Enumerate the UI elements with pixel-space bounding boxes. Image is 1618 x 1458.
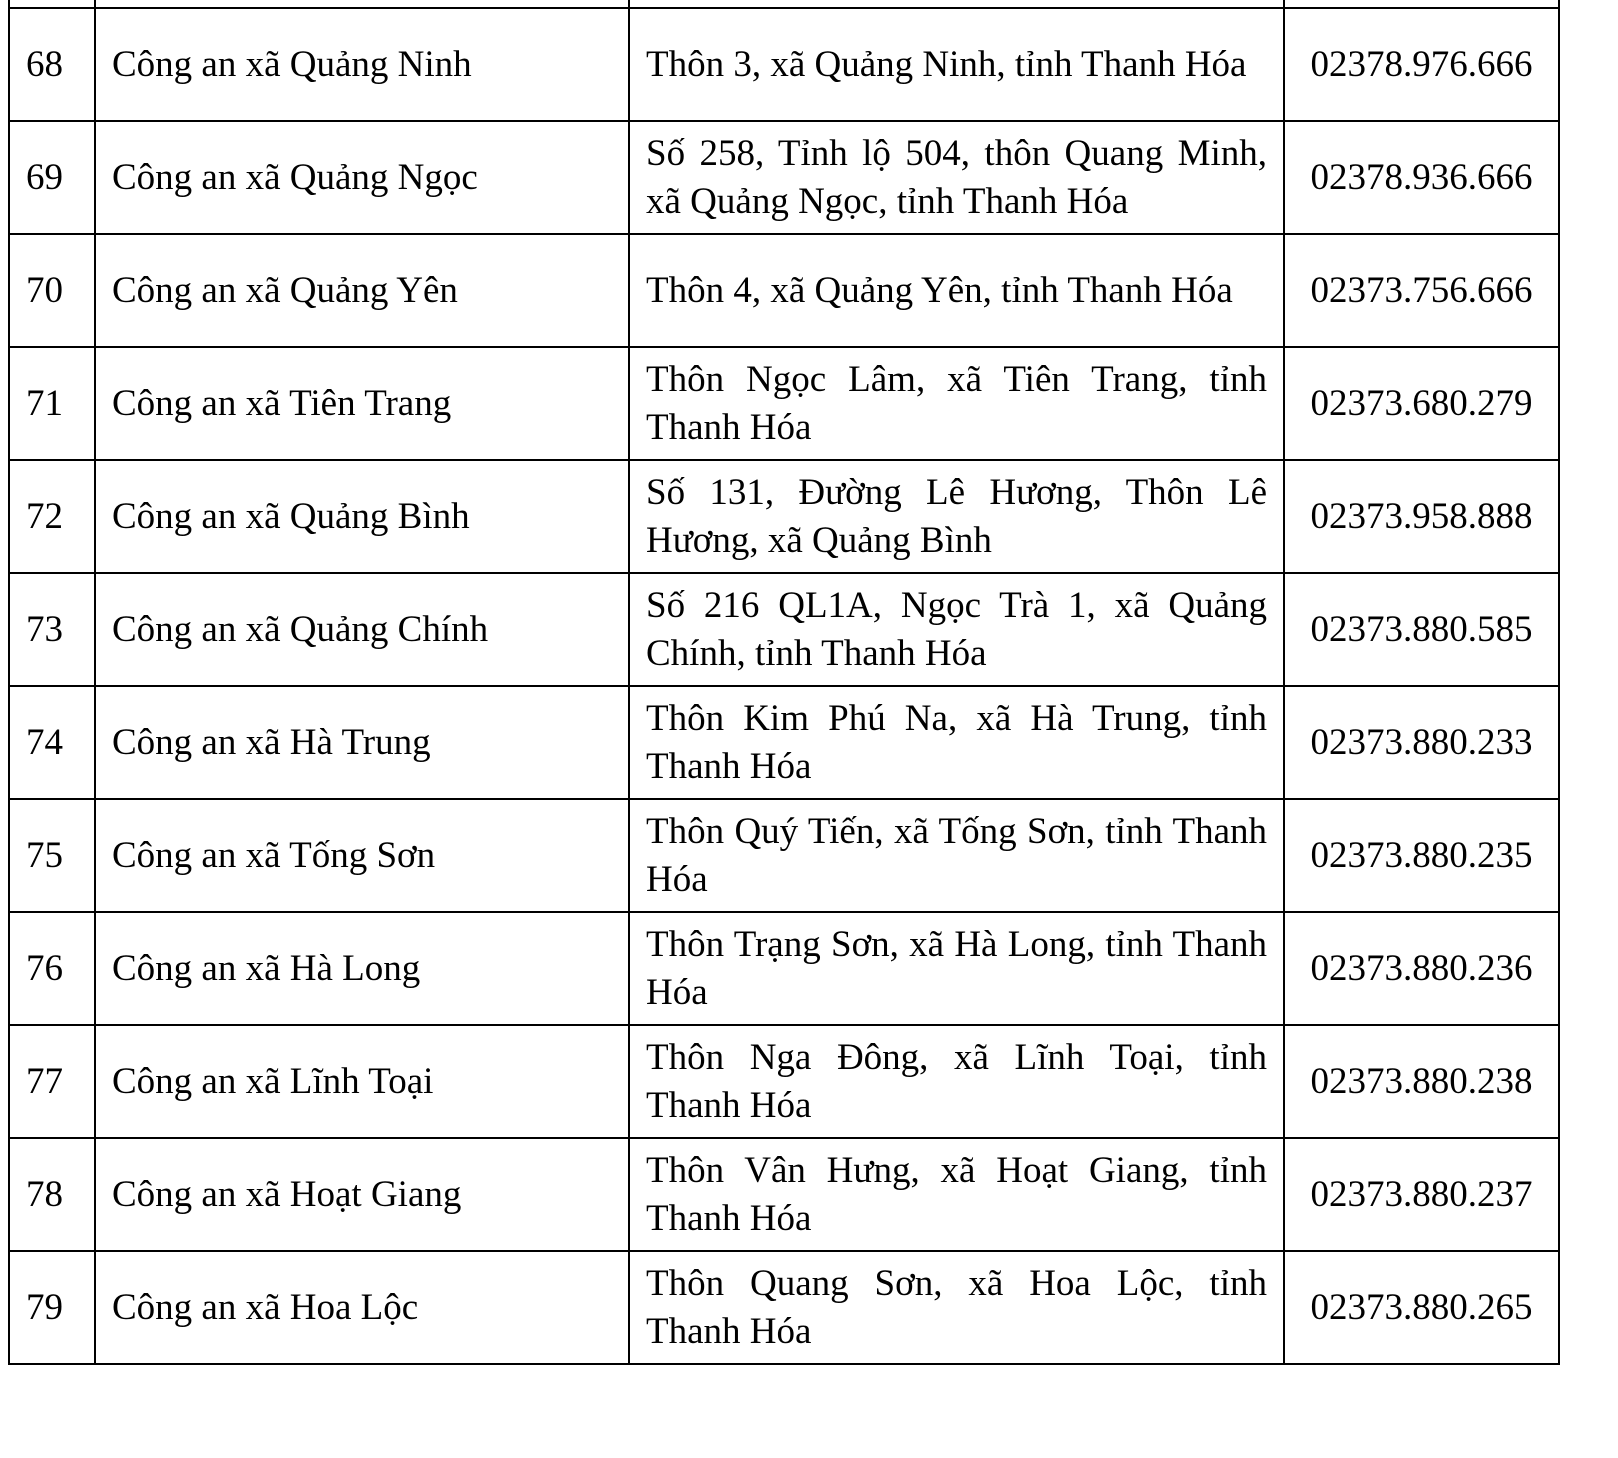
cell-phone: 02373.680.279 <box>1284 347 1559 460</box>
cell-stt: 79 <box>9 1251 95 1364</box>
cell-address: Thôn Nga Đông, xã Lĩnh Toại, tỉnh Thanh Hóa <box>629 1025 1284 1138</box>
table-row <box>9 8 1559 121</box>
cell-address <box>629 0 1284 8</box>
cell-stt: 77 <box>9 1025 95 1138</box>
cell-unit-name: Công an xã Quảng Yên <box>95 234 629 347</box>
cell-phone: 02373.756.666 <box>1284 234 1559 347</box>
cell-unit-name: Công an xã Hoạt Giang <box>95 1138 629 1251</box>
cell-stt: 75 <box>9 799 95 912</box>
cell-address: Thôn 3, xã Quảng Ninh, tỉnh Thanh Hóa <box>629 8 1284 121</box>
cell-phone: 02373.880.237 <box>1284 1138 1559 1251</box>
table-row <box>9 234 1559 347</box>
cell-address: Thôn Quý Tiến, xã Tống Sơn, tỉnh Thanh Hóa <box>629 799 1284 912</box>
cell-unit-name: Công an xã Hà Long <box>95 912 629 1025</box>
cell-address: Thôn Trạng Sơn, xã Hà Long, tỉnh Thanh Hóa <box>629 912 1284 1025</box>
cell-unit-name <box>95 0 629 8</box>
table-row <box>9 1025 1559 1138</box>
table-row <box>9 1138 1559 1251</box>
document-sheet <box>8 0 1558 1365</box>
cell-stt: 70 <box>9 234 95 347</box>
cell-phone: 02373.880.585 <box>1284 573 1559 686</box>
cell-address: Thôn Ngọc Lâm, xã Tiên Trang, tỉnh Thanh Hóa <box>629 347 1284 460</box>
cell-stt: 78 <box>9 1138 95 1251</box>
cell-stt <box>9 0 95 8</box>
cell-stt: 71 <box>9 347 95 460</box>
cell-stt: 68 <box>9 8 95 121</box>
table-body <box>9 0 1559 1364</box>
cell-unit-name: Công an xã Quảng Ngọc <box>95 121 629 234</box>
cell-phone: 02378.936.666 <box>1284 121 1559 234</box>
cell-phone: 02373.880.233 <box>1284 686 1559 799</box>
table-row <box>9 347 1559 460</box>
cell-address: Số 258, Tỉnh lộ 504, thôn Quang Minh, xã Quảng Ngọc, tỉnh Thanh Hóa <box>629 121 1284 234</box>
cell-address: Thôn 4, xã Quảng Yên, tỉnh Thanh Hóa <box>629 234 1284 347</box>
cell-stt: 73 <box>9 573 95 686</box>
cell-address: Thôn Quang Sơn, xã Hoa Lộc, tỉnh Thanh Hóa <box>629 1251 1284 1364</box>
cell-unit-name: Công an xã Hoa Lộc <box>95 1251 629 1364</box>
cell-phone: 02373.880.236 <box>1284 912 1559 1025</box>
table-row <box>9 1251 1559 1364</box>
cell-phone: 02378.976.666 <box>1284 8 1559 121</box>
cell-unit-name: Công an xã Hà Trung <box>95 686 629 799</box>
cell-unit-name: Công an xã Quảng Bình <box>95 460 629 573</box>
cell-unit-name: Công an xã Tống Sơn <box>95 799 629 912</box>
table-row <box>9 121 1559 234</box>
cell-unit-name: Công an xã Quảng Chính <box>95 573 629 686</box>
table-row <box>9 573 1559 686</box>
cell-phone: 02373.880.238 <box>1284 1025 1559 1138</box>
cell-phone: 02373.958.888 <box>1284 460 1559 573</box>
cell-address: Số 216 QL1A, Ngọc Trà 1, xã Quảng Chính, tỉnh Thanh Hóa <box>629 573 1284 686</box>
table-row <box>9 799 1559 912</box>
cell-stt: 76 <box>9 912 95 1025</box>
table-row <box>9 460 1559 573</box>
cell-phone: 02373.880.265 <box>1284 1251 1559 1364</box>
table-row <box>9 912 1559 1025</box>
cell-stt: 69 <box>9 121 95 234</box>
cell-phone: 02373.880.235 <box>1284 799 1559 912</box>
cell-stt: 74 <box>9 686 95 799</box>
cell-phone <box>1284 0 1559 8</box>
cell-unit-name: Công an xã Tiên Trang <box>95 347 629 460</box>
cell-address: Số 131, Đường Lê Hương, Thôn Lê Hương, xã Quảng Bình <box>629 460 1284 573</box>
table-row <box>9 686 1559 799</box>
cell-address: Thôn Vân Hưng, xã Hoạt Giang, tỉnh Thanh Hóa <box>629 1138 1284 1251</box>
cell-stt: 72 <box>9 460 95 573</box>
cell-address: Thôn Kim Phú Na, xã Hà Trung, tỉnh Thanh Hóa <box>629 686 1284 799</box>
table-row-partial <box>9 0 1559 8</box>
cell-unit-name: Công an xã Quảng Ninh <box>95 8 629 121</box>
cell-unit-name: Công an xã Lĩnh Toại <box>95 1025 629 1138</box>
police-directory-table <box>8 0 1560 1365</box>
